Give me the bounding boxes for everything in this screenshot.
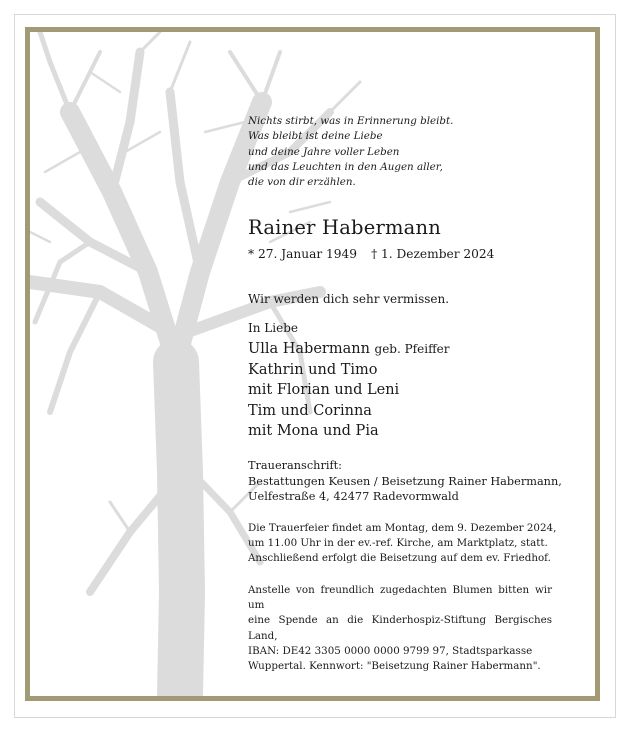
family-list <box>248 339 588 442</box>
poem-line: die von dir erzählen. <box>248 176 356 189</box>
poem-line: Nichts stirbt, was in Erinnerung bleibt. <box>248 115 454 127</box>
family-member: Kathrin und Timo <box>248 361 378 378</box>
ceremony-line: Die Trauerfeier findet am Montag, dem 9. Dezember 2024, <box>248 521 557 534</box>
obituary-text <box>248 114 588 674</box>
family-member: Tim und Corinna <box>248 402 372 419</box>
family-member: mit Mona und Pia <box>248 423 379 440</box>
address-line: Traueranschrift: <box>248 458 342 472</box>
family-member <box>248 339 588 360</box>
donation-line: Anstelle von freundlich zugedachten Blumen bitten wir um <box>248 583 552 611</box>
address-line: Bestattungen Keusen / Beisetzung Rainer Habermann, <box>248 474 562 488</box>
donation-line: IBAN: DE42 3305 0000 0000 9799 97, Stadtsparkasse <box>248 644 533 657</box>
family-member-name: Ulla Habermann <box>248 341 370 358</box>
poem-line: und deine Jahre voller Leben <box>248 145 400 158</box>
poem-line: Was bleibt ist deine Liebe <box>248 130 383 143</box>
donation-line: eine Spende an die Kinderhospiz-Stiftung Bergisches Land, <box>248 614 552 642</box>
poem-line: und das Leuchten in den Augen aller, <box>248 160 443 173</box>
ceremony-notice <box>248 521 588 567</box>
obituary-frame <box>25 27 600 701</box>
birth-date: * 27. Januar 1949 <box>248 247 358 262</box>
poem <box>248 114 588 190</box>
mourning-address <box>248 458 588 505</box>
donation-notice <box>248 583 552 675</box>
ceremony-line: Anschließend erfolgt die Beisetzung auf dem ev. Friedhof. <box>248 552 551 565</box>
life-dates <box>248 247 588 261</box>
in-love-label: In Liebe <box>248 321 298 336</box>
ceremony-line: um 11.00 Uhr in der ev.-ref. Kirche, am Marktplatz, statt. <box>248 537 548 550</box>
farewell-line: Wir werden dich sehr vermissen. <box>248 292 450 307</box>
donation-line: Wuppertal. Kennwort: "Beisetzung Rainer Habermann". <box>248 660 541 673</box>
death-date: † 1. Dezember 2024 <box>371 247 495 262</box>
deceased-name: Rainer Habermann <box>248 216 442 240</box>
family-member: mit Florian und Leni <box>248 382 400 399</box>
address-line: Uelfestraße 4, 42477 Radevormwald <box>248 490 459 504</box>
maiden-name: geb. Pfeiffer <box>374 342 450 357</box>
